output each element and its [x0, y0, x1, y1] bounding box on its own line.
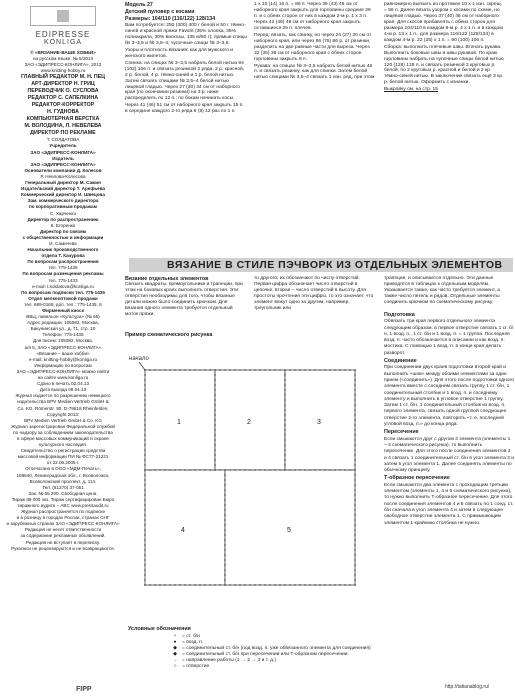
imprint-line: Н. ГУДНОВА	[47, 109, 79, 116]
legend-heading: Условные обозначения	[128, 626, 191, 632]
cell-number: 2	[247, 419, 251, 426]
imprint-line: а/я 5, ЗАО «ЭДИПРЕСС-КОНЛИГА»	[24, 344, 102, 350]
imprint-line: Тираж 89 000 экз. Тираж сертифицирован Бюро	[11, 496, 115, 502]
imprint-line: Р. Неелова-Колесова	[40, 173, 86, 179]
imprint-line: Информацию по вопросам	[34, 362, 92, 368]
instructions-column-3	[384, 2, 506, 94]
instruction-paragraph: Обвязать три края первого отдельного элемента следующим образом: в первое отверстие связать 1 сг. б/н, 1 возд. п., 1 ст. б/н и 1 возд. п. = 1 группа. Последняя возд. п. часто обозначается в описании и как возд. п. мостика. С помощью 1 возд. п. в конце края делать разворот.	[384, 319, 514, 356]
imprint-line: С. Харченко	[49, 210, 77, 216]
legend-symbol: ○	[173, 664, 177, 669]
instruction-paragraph: Модель 27	[125, 2, 153, 8]
imprint-line: Тел. (81370) 37-051	[42, 484, 84, 490]
section-banner	[129, 258, 513, 272]
imprint-line: Коммерческий директор И. Швецова	[21, 192, 105, 198]
imprint-line: «Вязание – ваше хобби»	[36, 350, 90, 356]
imprint-line: Директор по связям	[39, 228, 87, 234]
legend-text: = ст. б/н	[182, 634, 200, 639]
instruction-paragraph: равномерно выязать из протяжек 10 х 1 изн. скрещ. = 56 п. Далее вязать узором с косами по схеме, но лицевой гладью. Через 37 (40) 46 см от наборного края. Для скосов прибавлять с обеих сторон для размера 104/110 в каждом 8-м р. 4 х 1 п. и в каждом 4-м р. 13 х 1 п., для размера 116/122 (128/134) в каждом 4-м р. 22 (25) х 1 п. = 90 (100) 106 п.	[384, 2, 503, 43]
imprint-line: ЗАО «ЭДИПРЕСС-КОНЛИГА»	[30, 149, 96, 155]
intro-column-1	[125, 276, 246, 318]
pattern-instructions	[125, 2, 510, 254]
imprint-line: Учредитель	[49, 143, 77, 149]
legend-symbol: ◆	[173, 652, 177, 657]
start-label: начало	[129, 356, 149, 362]
legend-item	[168, 664, 388, 670]
imprint-line: BPV Medien Vertrieb GmbH & Co. KG	[24, 417, 102, 423]
instruction-paragraph: Вам потребуется: 250 (300) 400 г белой и 50 г тёмно-синей и красной пряжи Favorit (35% хлопка, 35% полиакрила, 30% вискозы, 135 м/50 г); прямые спицы № 3–3,5 и № 3,5–4; чулочные спицы № 3–3,5.	[125, 23, 247, 46]
imprint-line: тел. 775-1435	[48, 265, 78, 271]
imprint-line: Телефон: 775-1435	[42, 332, 84, 338]
imprint-line: Редакция не вступает в переписку.	[25, 539, 101, 545]
instruction-paragraph: Рукава: на спицах № 3–3,5 набрать белой нитью 46 п. и связать резинку, как для спинки. Затем белой нитью спицами № 3,5–4 связать 1 изн. ряд, при этом	[254, 63, 375, 81]
imprint-line: КОМПЬЮТЕРНАЯ ВЕРСТКА	[26, 116, 100, 123]
imprint-line: Для писем: 105082, Москва,	[32, 338, 93, 344]
brand-name: EDIPRESSE	[35, 30, 91, 39]
imprint-line: тиражного аудита – ABC www.pressaudit.ru	[17, 503, 109, 508]
instruction-paragraph: Узоры и плотность вязания: как для мужского и женского жилетов.	[125, 47, 234, 59]
element-4	[145, 470, 225, 585]
instruction-paragraph: Сборка: выполнить плечевые швы. Втачать рукава. Выполнить боковые швы и швы рукавов. По краю горловины набрать на чулочные спицы белой нитью 120 (128) 128 п. и связать резинкой 3 круговых р. белой, по 2 круговых р. красной и белой и 2 кр. тёмно-синей нитью. В заключение связать ещё 3 кр. р. белой нитью. Оформить с изнанки.	[384, 44, 504, 86]
legend-symbol: ◆	[173, 646, 177, 651]
imprint-line: К. Егоренко	[50, 222, 76, 228]
imprint-line: Директор по распространению	[27, 216, 99, 222]
imprint-line: Издатель	[52, 155, 74, 161]
imprint-line: издательства BPV Medien Vertrieb GmbH &	[17, 399, 109, 405]
imprint-column	[4, 0, 122, 690]
legend-text: = направление работы (1 → 2 → 3 и т. д.)	[182, 658, 276, 663]
imprint-line: и в розницу в городах России, странах СНГ	[16, 515, 110, 521]
imprint-line: Зам. коммерческого директора	[27, 198, 99, 204]
imprint-line: РЕДАКТОР-КОРРЕКТОР	[31, 102, 95, 109]
imprint-line: И. Самичева	[49, 240, 77, 246]
imprint-line: Свидетельство о регистрации средства	[20, 448, 106, 454]
cell-number: 5	[287, 527, 291, 534]
imprint-line: Всеволожский проспект, д. 114.	[29, 478, 97, 484]
imprint-line: с общественностью и информации	[22, 234, 104, 240]
cell-number: 3	[317, 419, 321, 426]
imprint-line: на сайте www.konliga.ru	[37, 375, 89, 381]
imprint-line: от 22.06.2005 г.	[46, 460, 80, 466]
imprint-line: Журнал издается по разрешению немецкого	[15, 393, 111, 399]
imprint-line: Фирменный киоск	[42, 308, 84, 313]
intro-paragraph-1: Связать квадраты, прямоугольники и трапеции, при этом на боковых краях выполнить отверстия. Эти отверстия необходимы для того, чтобы вязаные детали можно было соединить крючком. Для вязания одного элемента требуется отдельный моток пряжи,	[125, 282, 243, 317]
diagram-title: Пример схематического рисунка	[125, 332, 213, 338]
imprint-line: ВВЦ, павильон «Культура» (№ 66)	[26, 314, 100, 320]
instruction-paragraph: Если смыкаются друг с другом 4 элемента (элементы 1 – 4 схематического рисунка), то выполнить пересечение. Для этого после соединения элементов 3 и 4 связать 1 соединительный ст. б/н в угол элемента 3 и затем в угол элемента 1. Далее соединять элементы по обычному принципу.	[384, 436, 514, 474]
instruction-paragraph: Спинка: на спицах № 3–3,5 набрать белой нитью 94 (102) 106 п. и связать резинкой 2 ряда, 2 р. красной, 2 р. белой, 4 р. тёмно-синей и 1 р. белой нитью. Затем связать спицами № 3,5–4 белой нитью лицевой гладью. Через 27 (30) 34 см от наборного края (по окончании резинки) на 3 р. ниже распределить по 12 п.; по бокам начинать косы.	[125, 60, 245, 102]
imprint-line: Co. KG, Römerstr. 90, D-79618 Rheinfelden,	[17, 405, 109, 411]
imprint-line: Отпечатано в ООО «МДМ-Печать»,	[25, 466, 101, 472]
imprint-line: ДИРЕКТОР ПО РЕКЛАМЕ	[30, 130, 96, 137]
imprint-line: Издательский директор Т. Арефьева	[20, 186, 106, 192]
legend	[128, 626, 388, 670]
imprint-line: тел. 689-0166; доп. тел.: 775-1435, 8	[24, 301, 102, 307]
instruction-paragraph: 1 х 10 (14) 16 п. = 86 п. Через 39 (43) 46 см от наборного края закрыть для горловины средние 26 п. и с обеих сторон от них в каждом 2-м р. 1 х 3 п. Через 42 (46) 49 см от наборного края закрыть оставшиеся 25 п. плечев.	[254, 2, 371, 31]
legend-text: = соединительный ст. б/н при пересечении или Т-образном пересечении	[182, 652, 348, 657]
imprint-line: отдела Т. Качурова	[41, 253, 85, 259]
imprint-line: По вопросам размещения рекламы	[22, 271, 104, 277]
imprint-line: e-mail: knitting-hobby@konliga.ru	[28, 356, 98, 362]
imprint-line: по корпоративным продажам	[29, 204, 97, 210]
imprint-line: ЗАО «ЭДИПРЕСС-КОНЛИГА»	[30, 161, 96, 167]
imprint-line: за содержание рекламных объявлений.	[20, 533, 106, 539]
imprint-line: Генеральный директор М. Сажин	[25, 180, 101, 186]
imprint-line: Журнал зарегистрирован Федеральной службой	[11, 423, 115, 429]
imprint-line: Сдано в печать 02.04.13	[36, 381, 90, 387]
subheading: Подготовка	[384, 312, 415, 318]
legend-text: = возд. п.	[182, 640, 204, 645]
imprint-lines	[4, 50, 122, 551]
imprint-line: © «ВЯЗАНИЕ-ВАШЕ ХОББИ»	[30, 50, 96, 55]
intro-paragraph-2: то другого, их обозначают по числу отверстий. Первая цифра обозначает число отверстий в цепочке, вторая – число отверстий в высоту. Для простоты прочтения эти цифры, то это означает, что элемент вяжут одно за другим, например, треугольник или	[254, 276, 374, 311]
imprint-line: тел. 775-1433	[48, 277, 78, 283]
imprint-line: Рукописи не рецензируются и не возвращаются.	[11, 545, 115, 551]
imprint-line: Т. СОЛДАТОВА	[46, 137, 80, 143]
legend-symbol: →	[172, 658, 178, 663]
imprint-line: www.knitting-hobby.ru	[40, 68, 86, 74]
watermark-url: http://tatianablog.ru/	[445, 684, 490, 690]
imprint-line: e-mail: t.soldatova@konliga.ru	[32, 283, 94, 289]
imprint-line: Журнал распространяется по подписке	[21, 509, 105, 515]
legend-symbol: ●	[173, 640, 177, 645]
assembly-instructions	[384, 312, 514, 690]
imprint-line: Дата выхода 08.04.13	[39, 387, 87, 393]
imprint-line: Зак. № 65 200. Свободная цена.	[28, 490, 98, 496]
instruction-paragraph: Перед: вязать, как спинку, но через 24 (27) 30 см от наборного края, или через 66 (76) 86 р. от резинки, разделить на две равные части для выреза. Через 32 (35) 38 см от наборного края с обеих сторон горловины закрыть 8 п.	[254, 32, 372, 62]
imprint-line: культурного наследия.	[39, 442, 87, 448]
imprint-line: на русском языке, № 5/2013	[32, 56, 94, 62]
imprint-line: по надзору за соблюдением законодательства	[13, 429, 113, 435]
imprint-line: АРТ-ДИРЕКТОР Н. ГРИЦ	[31, 81, 95, 88]
instruction-paragraph: Выкройку см. на стр. 15	[384, 87, 438, 93]
imprint-line: ЗАО «ЭДИПРЕСС-КОНЛИГА» можно найти	[16, 368, 110, 374]
subheading: Соединение	[384, 358, 417, 365]
legend-items	[128, 634, 388, 670]
legend-symbol: +	[173, 634, 177, 639]
intro-heading: Вязание отдельных элементов	[125, 276, 209, 282]
imprint-line: РЕДАКТОР С. САПЕЛКИНА	[27, 95, 99, 102]
imprint-line: Начальник производственного	[27, 247, 99, 253]
imprint-line: Адрес редакции: 105082, Москва,	[27, 320, 99, 326]
imprint-line: ГЛАВНЫЙ РЕДАКТОР М. Н. ПЕЦ	[20, 74, 106, 81]
instruction-paragraph: При соединении двух краев подготовки второй край и выполнить «шов» между обоими элементами за один прием («соединить»). Для этого после подготовки одного элемента вместе с соседним связать группу 1 ст. б/н, 1 соединительный столбик и 1 возд. п. и соседнему элементу и выполнить в угловое отверстие 1 группу. Затем 1 ст. б/н, 1 соединительный столбик из возд. п. первого элемента, связать одной группой следующее отверстие 2-го элемента, повторять «т. е. последней угловой возд. п.» до конца ряда.	[384, 365, 514, 428]
instruction-paragraph: Через 41 (46) 51 см от наборного края закрыть 15 п. в середине каждого 2-го ряда 6 (8) 12 раз по 1 п.	[125, 103, 244, 115]
imprint-line: Отдел мелкооптовой продажи	[28, 295, 98, 301]
imprint-line: ПЕРЕВОДЧИК О. СУСЛОВА	[27, 88, 99, 95]
cell-number: 4	[181, 527, 185, 534]
imprint-line: Copyright 2013:	[46, 411, 80, 417]
imprint-line: М. ВОЛОДИНА, Л. НЕВЕЛЕВА	[24, 123, 102, 130]
publisher-logo	[30, 6, 96, 26]
instruction-paragraph: Если смыкаются два элемента с проходящим третьим элементом (элементы 1, 4 и 5 схематического рисунка), то нужно выполнить Т-образное пересечение. Для этого после соединения элементов 4 и 5 связать по 1 соед. ст. б/н сначала в угол элемента 4 и затем в следующее свободное отверстие элемента 1. С примыкающим элементом 1 крайнюю столбика не нужно.	[384, 482, 514, 526]
imprint-line: ЗАО «ЭДИПРЕСС-КОНЛИГА», 2013	[24, 62, 102, 68]
brand-subname: KONLIGA	[43, 39, 83, 46]
section-title: ВЯЗАНИЕ В СТИЛЕ ПЭЧВОРК ИЗ ОТДЕЛЬНЫХ ЭЛЕМЕНТОВ	[167, 259, 503, 271]
intro-column-2	[254, 276, 375, 312]
cell-number: 1	[177, 419, 181, 426]
subheading: Пересечение	[384, 429, 419, 436]
instruction-paragraph: Размеры: 104/110 (116/122) 128/134	[125, 16, 216, 22]
subheading: Т-образное пересечение	[384, 475, 450, 482]
imprint-line: По вопросам распространения	[27, 259, 99, 265]
imprint-line: Редакция не несет ответственности	[24, 527, 102, 533]
patchwork-diagram	[125, 340, 380, 610]
imprint-line: Основатели компании Д. Колесов	[24, 167, 102, 173]
legend-text: = соединительный ст. б/н (под возд. п. уже обвязанного элемента для соединения)	[182, 646, 371, 651]
intro-paragraph-3: трапеция, и описывается отдельно. Эти данные приводятся в таблицах к отдельным моделям. Указывается также, как часто требуется элемент, а также число петель и рядов. Отдельные элементы соединить крючком по схематическому рисунку.	[384, 276, 500, 306]
imprint-line: и зарубежных странах ЗАО «ЭДИПРЕСС-КОНЛИГА»	[6, 521, 120, 527]
imprint-line: Бакунинская ул., д. 71, стр. 10	[30, 326, 96, 332]
imprint-line: По вопросам подписки тел. 775-1435	[21, 289, 105, 295]
instructions-column-2	[254, 2, 376, 82]
instruction-paragraph: Детский пуловер с косами	[125, 9, 195, 15]
imprint-line: 188640, Ленинградская обл., г. Всеволожск,	[16, 472, 110, 478]
instructions-column-1	[125, 2, 247, 116]
fipp-logo: FIPP	[76, 686, 92, 693]
legend-text: = отверстие	[182, 664, 210, 669]
imprint-line: массовой информации ПИ № ФС77-21221	[17, 454, 109, 460]
imprint-line: в сфере массовых коммуникаций и охране	[17, 435, 109, 441]
